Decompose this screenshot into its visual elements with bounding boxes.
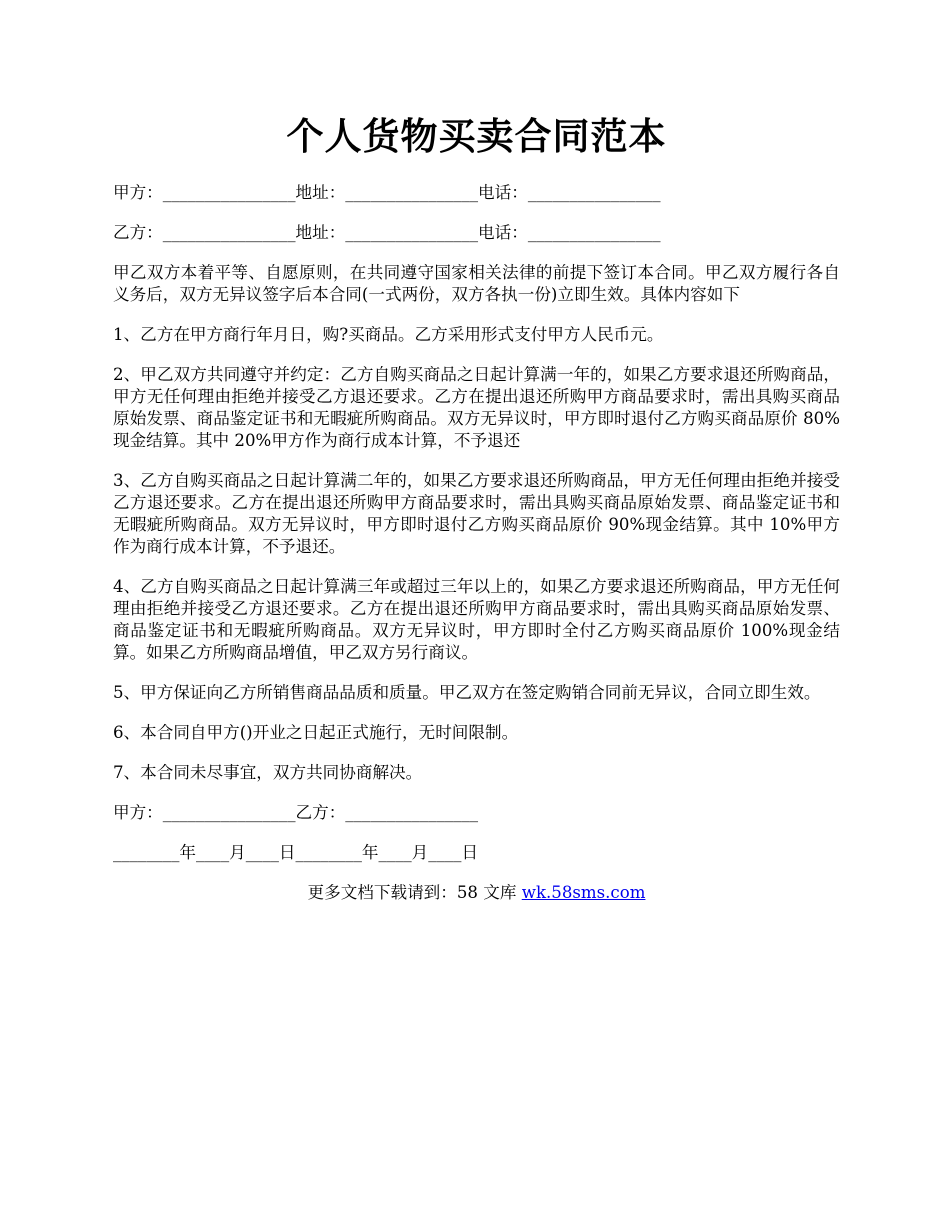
signature-line: 甲方：________________乙方：________________	[113, 803, 479, 822]
clause-4: 4、乙方自购买商品之日起计算满三年或超过三年以上的，如果乙方要求退还所购商品，甲方无任何理由拒绝并接受乙方退还要求。乙方在提出退还所购甲方商品要求时，需出具购买商品原始发票、商品鉴定证书和无暇疵所购商品。双方无异议时，甲方即时全付乙方购买商品原价 100%现金结算。如果乙方所购商品增值，甲乙双方另行商议。	[113, 577, 840, 662]
clause-7: 7、本合同未尽事宜，双方共同协商解决。	[113, 763, 423, 782]
document-title: 个人货物买卖合同范本	[286, 114, 667, 158]
party-a-line: 甲方：________________地址：________________电话：________________	[113, 183, 661, 202]
clause-3: 3、乙方自购买商品之日起计算满二年的，如果乙方要求退还所购商品，甲方无任何理由拒绝并接受乙方退还要求。乙方在提出退还所购甲方商品要求时，需出具购买商品原始发票、商品鉴定证书和无暇疵所购商品。双方无异议时，甲方即时退付乙方购买商品原价 90%现金结算。其中 10%甲方作为商行成本计算，不予退还。	[113, 471, 840, 556]
footer	[113, 882, 840, 904]
clause-6: 6、本合同自甲方()开业之日起正式施行，无时间限制。	[113, 723, 519, 742]
date-line: ________年____月____日________年____月____日	[113, 843, 479, 862]
intro-paragraph: 甲乙双方本着平等、自愿原则，在共同遵守国家相关法律的前提下签订本合同。甲乙双方履行各自义务后，双方无异议签字后本合同(一式两份，双方各执一份)立即生效。具体内容如下	[113, 263, 840, 304]
document-page	[113, 112, 840, 904]
party-b-line: 乙方：________________地址：________________电话：________________	[113, 223, 661, 242]
footer-prefix: 更多文档下载请到：58 文库	[307, 883, 522, 902]
footer-link[interactable]: wk.58sms.com	[521, 883, 646, 902]
clause-5: 5、甲方保证向乙方所销售商品品质和质量。甲乙双方在签定购销合同前无异议，合同立即生效。	[113, 683, 821, 702]
clause-1: 1、乙方在甲方商行年月日，购?买商品。乙方采用形式支付甲方人民币元。	[113, 325, 664, 344]
clause-2: 2、甲乙双方共同遵守并约定：乙方自购买商品之日起计算满一年的，如果乙方要求退还所购商品，甲方无任何理由拒绝并接受乙方退还要求。乙方在提出退还所购甲方商品要求时，需出具购买商品原始发票、商品鉴定证书和无暇疵所购商品。双方无异议时，甲方即时退付乙方购买商品原价 80%现金结算。其中 20%甲方作为商行成本计算，不予退还	[113, 365, 840, 450]
